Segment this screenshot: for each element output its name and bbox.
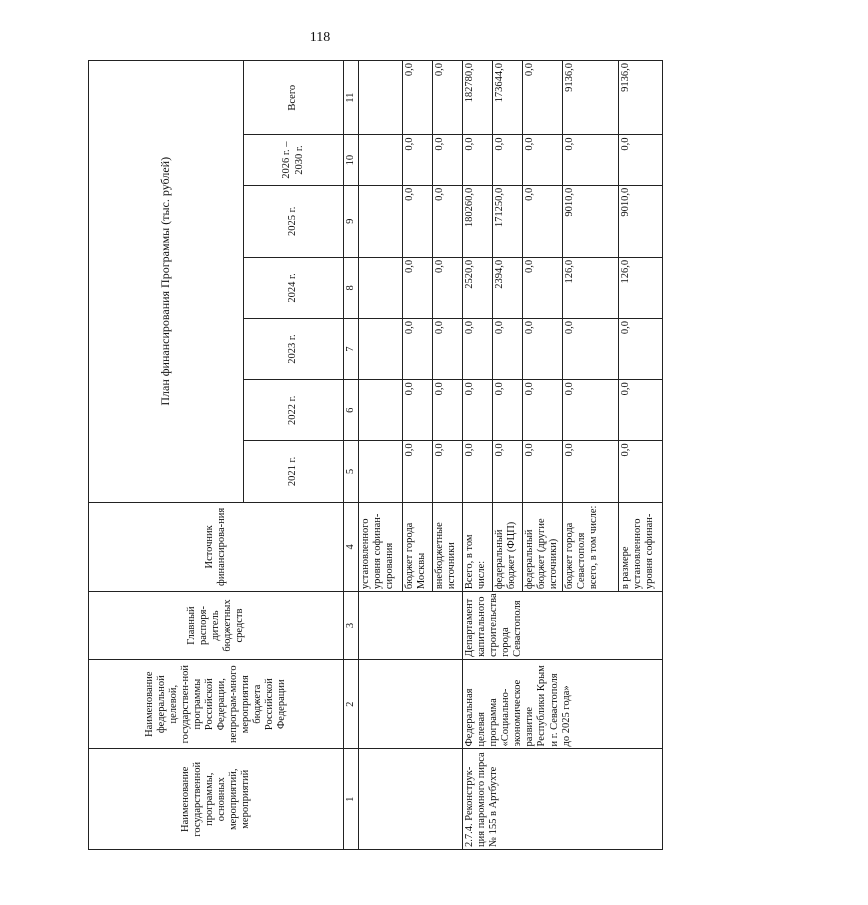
value-cell: 0,0 [563, 135, 619, 185]
value-cell [359, 441, 403, 502]
column-number: 1 [344, 749, 359, 850]
value-cell: 9136,0 [619, 61, 663, 135]
value-cell: 173644,0 [493, 61, 523, 135]
value-cell: 0,0 [563, 380, 619, 441]
value-cell: 2394,0 [493, 257, 523, 318]
value-cell: 0,0 [433, 135, 463, 185]
value-cell: 0,0 [619, 319, 663, 380]
value-cell [359, 257, 403, 318]
administrator-name: Департамент капитального строительства города Севастополя [463, 592, 663, 660]
value-cell: 0,0 [403, 61, 433, 135]
value-cell [359, 135, 403, 185]
value-cell: 0,0 [493, 380, 523, 441]
value-cell: 0,0 [433, 319, 463, 380]
value-cell [359, 185, 403, 257]
page-number: 118 [309, 30, 331, 45]
program-name: Федеральная целевая программа «Социально-экономическое развитие Республики Крым и г. Севастополя до 2025 года» [463, 659, 663, 749]
source-cell: установленного уровня софинан-сирования [359, 502, 403, 592]
value-cell: 0,0 [523, 135, 563, 185]
value-cell: 0,0 [523, 61, 563, 135]
value-cell: 180260,0 [463, 185, 493, 257]
value-cell: 0,0 [563, 441, 619, 502]
measure-cell-prev [359, 749, 463, 850]
source-cell: бюджет города Севастополя всего, в том числе: [563, 502, 619, 592]
value-cell: 0,0 [493, 441, 523, 502]
value-cell: 9010,0 [563, 185, 619, 257]
value-cell: 0,0 [433, 257, 463, 318]
column-number: 8 [344, 257, 359, 318]
rotated-table-wrapper [88, 60, 868, 847]
value-cell: 0,0 [523, 257, 563, 318]
column-number: 2 [344, 659, 359, 749]
value-cell: 182780,0 [463, 61, 493, 135]
value-cell: 0,0 [463, 441, 493, 502]
value-cell [359, 319, 403, 380]
value-cell: 0,0 [619, 441, 663, 502]
header-col3: Главный распоря-дитель бюджетных средств [89, 592, 344, 660]
column-number: 6 [344, 380, 359, 441]
value-cell: 0,0 [433, 441, 463, 502]
header-year: 2024 г. [244, 257, 344, 318]
source-cell: в размере установленного уровня софинан- [619, 502, 663, 592]
value-cell: 0,0 [619, 135, 663, 185]
header-year: 2023 г. [244, 319, 344, 380]
column-number: 5 [344, 441, 359, 502]
column-number: 10 [344, 135, 359, 185]
landscape-table-container [88, 60, 656, 850]
value-cell: 126,0 [563, 257, 619, 318]
header-year: 2025 г. [244, 185, 344, 257]
value-cell: 0,0 [619, 380, 663, 441]
value-cell: 0,0 [523, 380, 563, 441]
value-cell: 0,0 [493, 135, 523, 185]
measure-name: 2.7.4. Реконструк-ция паромного пирса № 155 в Артбухте [463, 749, 663, 850]
program-cell-prev [359, 659, 463, 749]
value-cell [359, 380, 403, 441]
value-cell: 0,0 [523, 319, 563, 380]
source-cell: бюджет города Москвы [403, 502, 433, 592]
header-year: 2022 г. [244, 380, 344, 441]
value-cell: 0,0 [433, 61, 463, 135]
administrator-cell-prev [359, 592, 463, 660]
value-cell: 0,0 [563, 319, 619, 380]
value-cell: 9136,0 [563, 61, 619, 135]
value-cell: 0,0 [403, 441, 433, 502]
column-number: 3 [344, 592, 359, 660]
value-cell: 0,0 [403, 185, 433, 257]
column-number: 4 [344, 502, 359, 592]
value-cell: 0,0 [493, 319, 523, 380]
value-cell: 0,0 [433, 185, 463, 257]
header-total: Всего [244, 61, 344, 135]
value-cell: 0,0 [463, 135, 493, 185]
header-year: 2026 г. – 2030 г. [244, 135, 344, 185]
value-cell: 2520,0 [463, 257, 493, 318]
value-cell: 0,0 [403, 135, 433, 185]
source-cell: федеральный бюджет (другие источники) [523, 502, 563, 592]
header-plan: План финансирования Программы (тыс. рублей) [89, 61, 244, 503]
value-cell: 0,0 [403, 319, 433, 380]
value-cell: 0,0 [403, 257, 433, 318]
column-number: 9 [344, 185, 359, 257]
source-cell: внебюджетные источники [433, 502, 463, 592]
value-cell: 9010,0 [619, 185, 663, 257]
column-number: 11 [344, 61, 359, 135]
value-cell [359, 61, 403, 135]
header-col1: Наименование государственной программы, основных мероприятий, мероприятий [89, 749, 344, 850]
value-cell: 171250,0 [493, 185, 523, 257]
value-cell: 0,0 [523, 441, 563, 502]
value-cell: 0,0 [463, 319, 493, 380]
header-year: 2021 г. [244, 441, 344, 502]
header-col4: Источник финансирова-ния [89, 502, 344, 592]
value-cell: 0,0 [403, 380, 433, 441]
source-cell: федеральный бюджет (ФЦП) [493, 502, 523, 592]
value-cell: 0,0 [523, 185, 563, 257]
value-cell: 0,0 [463, 380, 493, 441]
value-cell: 0,0 [433, 380, 463, 441]
financing-table [88, 60, 663, 850]
header-col2: Наименование федеральной целевой, государствен-ной программы Российской Федерации, непрограм-много мероприятия бюджета Российской Федерации [89, 659, 344, 749]
column-number: 7 [344, 319, 359, 380]
value-cell: 126,0 [619, 257, 663, 318]
source-cell: Всего, в том числе: [463, 502, 493, 592]
